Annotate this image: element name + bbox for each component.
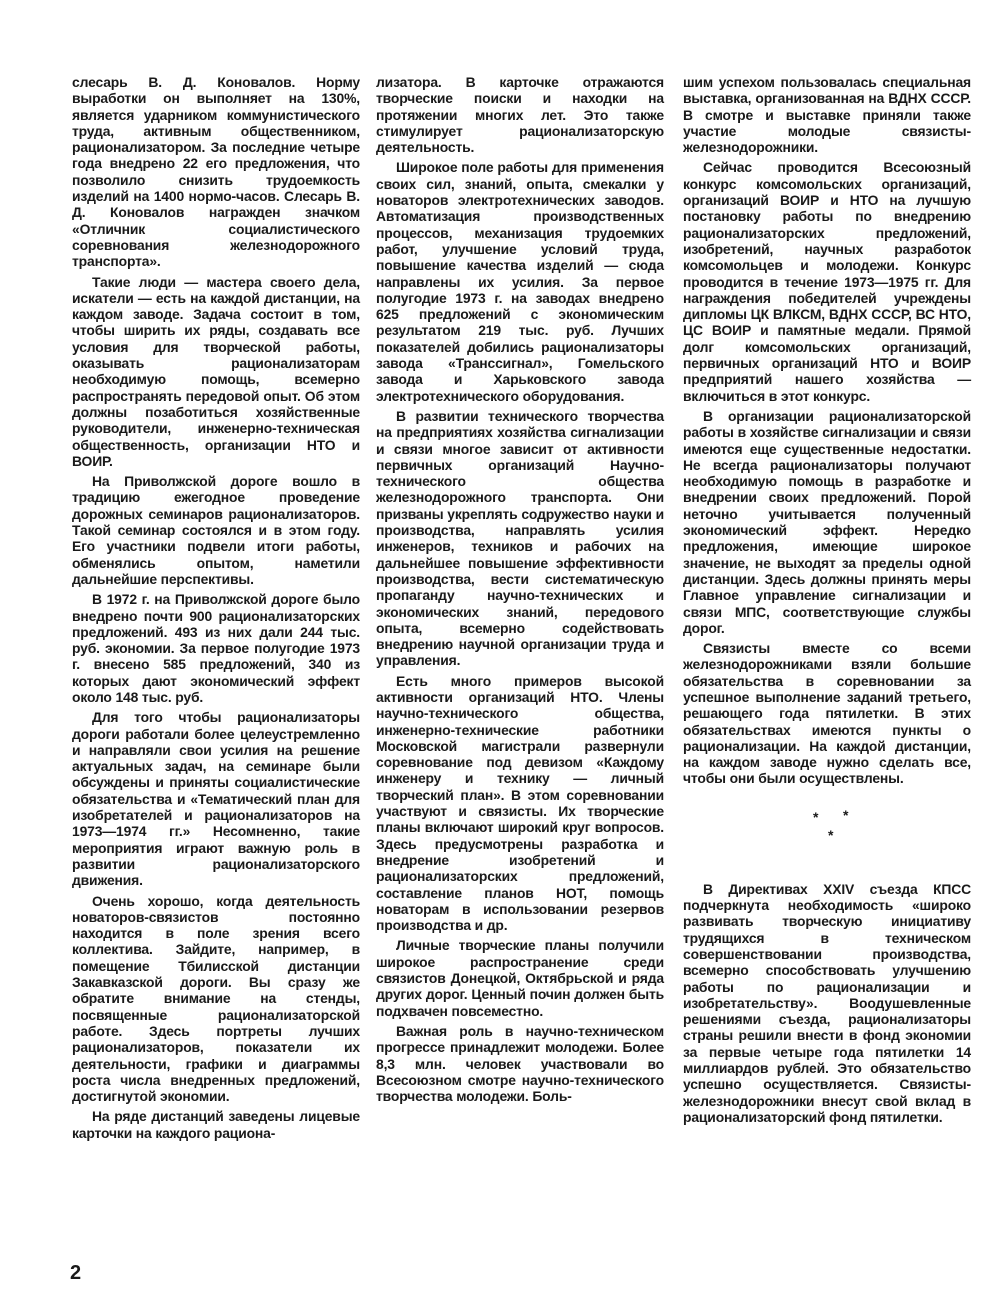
paragraph: В Директивах XXIV съезда КПСС подчеркнута необходимость «широко развивать творческую инициативу трудящихся в техническом совершенствовании производства, всемерно способствовать улучшению работы по рационализации и изобретательству». Воодушевленные решениями съезда, рационализаторы страны решили внести в фонд экономии за первые четыре года пятилетки 14 миллиардов рублей. Это обязательство успешно осуществляется. Связисты-железнодорожники внесут свой вклад в рационализаторский фонд пятилетки. [683, 880, 971, 1125]
page-number: 2 [70, 1262, 82, 1284]
paragraph: Сейчас проводится Всесоюзный конкурс комсомольских организаций, организаций ВОИР и НТО на лучшую постановку работы по внедрению рационализаторских предложений, изобретений, научных разработок комсомольцев и молодежи. Конкурс проводится в течение 1973—1975 гг. Для награждения победителей учреждены дипломы ЦК ВЛКСМ, ВДНХ СССР, ВС НТО, ЦС ВОИР и памятные медали. Прямой долг комсомольских организаций, первичных организаций НТО и ВОИР предприятий нашего хозяйства — включиться в этот конкурс. [683, 159, 971, 404]
paragraph: На ряде дистанций заведены лицевые карточки на каждого рациона- [72, 1108, 360, 1141]
paragraph: На Приволжской дороге вошло в традицию ежегодное проведение дорожных семинаров рационализаторов. Такой семинар состоялся и в этом году. Его участники подвели итоги работы, обменялись опытом, наметили дальнейшие перспективы. [72, 473, 360, 587]
paragraph: В организации рационализаторской работы в хозяйстве сигнализации и связи имеются еще существенные недостатки. Не всегда рационализаторы получают необходимую помощь в разработке и внедрении своих предложений. Порой неточно учитывается полученный экономический эффект. Нередко предложения, имеющие широкое значение, не выходят за пределы одной дистанции. Здесь должны принять меры Главное управление сигнализации и связи МПС, соответствующие службы дорог. [683, 407, 971, 636]
paragraph: В 1972 г. на Приволжской дороге было внедрено почти 900 рационализаторских предложений. 493 из них дали 244 тыс. руб. экономии. За первое полугодие 1973 г. внесено 585 предложений, 340 из которых дают экономический эффект около 148 тыс. руб. [72, 591, 360, 705]
section-separator [683, 807, 971, 867]
text-column-2 [376, 74, 664, 1108]
text-column-1 [72, 74, 360, 1145]
paragraph: Личные творческие планы получили широкое распространение среди связистов Донецкой, Октябрьской и ряда других дорог. Ценный почин должен быть подхвачен повсеместно. [376, 937, 664, 1019]
paragraph: В развитии технического творчества на предприятиях хозяйства сигнализации и связи многое зависит от активности первичных организаций Научно-технического общества железнодорожного транспорта. Они призваны укреплять содружество науки и производства, направлять усилия инженеров, техников и рабочих на дальнейшее повышение эффективности производства, вести систематическую пропаганду научно-технических и экономических знаний, передового опыта, всемерно содействовать внедрению научной организации труда и управления. [376, 407, 664, 669]
paragraph: слесарь В. Д. Коновалов. Норму выработки он выполняет на 130%, является ударником коммунистического труда, активным общественником, рационализатором. За последние четыре года внедрено 22 его предложения, что позволило снизить трудоемкость изделий на 1400 нормо-часов. Слесарь В. Д. Коновалов награжден значком «Отличник социалистического соревнования железнодорожного транспорта». [72, 74, 360, 270]
text-column-3 [683, 74, 971, 1129]
paragraph: Очень хорошо, когда деятельность новаторов-связистов постоянно находится в поле зрения всего коллектива. Зайдите, например, в помещение Тбилисской дистанции Закавказской дороги. Вы сразу же обратите внимание на стенды, посвященные рационализаторской работе. Здесь портреты лучших рационализаторов, показатели их деятельности, графики и диаграммы роста числа внедренных предложений, достигнутой экономии. [72, 892, 360, 1105]
asterisk-mark: * [843, 806, 849, 823]
paragraph: Такие люди — мастера своего дела, искатели — есть на каждой дистанции, на каждом заводе. Задача состоит в том, чтобы ширить их ряды, создавать все условия для творческой работы, оказывать рационализаторам необходимую помощь, всемерно распространять передовой опыт. Об этом должны позаботиться хозяйственные руководители, инженерно-техническая общественность, организации НТО и ВОИР. [72, 273, 360, 469]
asterisk-mark: * [828, 826, 834, 843]
paragraph: Для того чтобы рационализаторы дороги работали более целеустремленно и направляли свои усилия на решение актуальных задач, на семинаре были обсуждены и приняты социалистические обязательства и «Тематический план для изобретателей и рационализаторов на 1973—1974 гг.» Несомненно, такие мероприятия играют важную роль в развитии рационализаторского движения. [72, 709, 360, 889]
paragraph: Связисты вместе со всеми железнодорожниками взяли большие обязательства в соревновании за успешное выполнение заданий третьего, решающего года пятилетки. В этих обязательствах имеются пункты о рационализации. На каждой дистанции, на каждом заводе нужно сделать все, чтобы они были осуществлены. [683, 640, 971, 787]
paragraph: шим успехом пользовалась специальная выставка, организованная на ВДНХ СССР. В смотре и выставке приняли также участие молодые связисты-железнодорожники. [683, 74, 971, 156]
paragraph: Есть много примеров высокой активности организаций НТО. Члены научно-технического общества, инженерно-технические работники Московской магистрали развернули соревнование под девизом «Каждому инженеру и технику — личный творческий план». В этом соревновании участвуют и связисты. Их творческие планы включают широкий круг вопросов. Здесь предусмотрены разработка и внедрение изобретений и рационализаторских предложений, составление планов НОТ, помощь новаторам в использовании резервов производства и др. [376, 672, 664, 934]
asterisk-mark: * [813, 808, 819, 825]
paragraph: лизатора. В карточке отражаются творческие поиски и находки на протяжении многих лет. Это также стимулирует рационализаторскую деятельность. [376, 74, 664, 156]
paragraph: Широкое поле работы для применения своих сил, знаний, опыта, смекалки у новаторов электротехнических заводов. Автоматизация производственных процессов, механизация трудоемких работ, улучшение условий труда, повышение качества изделий — сюда направлены их усилия. За первое полугодие 1973 г. на заводах внедрено 625 предложений с экономическим результатом 219 тыс. руб. Лучших показателей добились рационализаторы завода «Транссигнал», Гомельского завода и Харьковского завода электротехнического оборудования. [376, 159, 664, 404]
paragraph: Важная роль в научно-техническом прогрессе принадлежит молодежи. Более 8,3 млн. человек участвовали во Всесоюзном смотре научно-технического творчества молодежи. Боль- [376, 1022, 664, 1105]
